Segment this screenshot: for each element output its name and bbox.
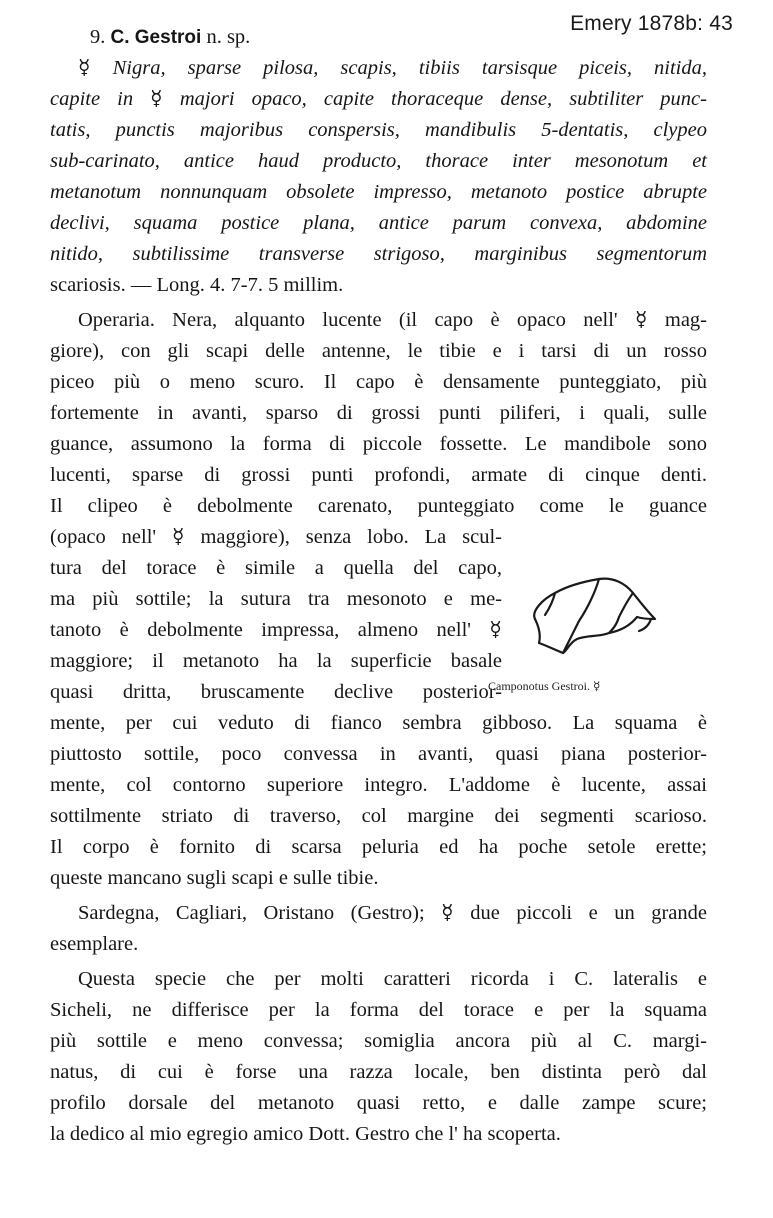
remarks-line: Sicheli, ne differisce per la forma del torace e per la squama	[50, 999, 707, 1021]
remarks-line: natus, di cui è forse una razza locale, ben distinta però dal	[50, 1061, 707, 1083]
latin-line: ☿ Nigra, sparse pilosa, scapis, tibiis tarsisque piceis, nitida,	[78, 57, 707, 79]
latin-line: sub-carinato, antice haud producto, thorace inter mesonotum et	[50, 150, 707, 172]
ant-thorax-profile-drawing-icon	[483, 553, 663, 673]
latin-line: metanotum nonnunquam obsolete impresso, metanoto postice abrupte	[50, 181, 707, 203]
operaria-line: Operaria. Nera, alquanto lucente (il capo è opaco nell' ☿ mag-	[78, 309, 707, 331]
operaria-line: Il corpo è fornito di scarsa peluria ed ha poche setole erette;	[50, 836, 707, 858]
citation-label: Emery 1878b: 43	[570, 12, 733, 35]
operaria-line: piceo più o meno scuro. Il capo è densamente punteggiato, più	[50, 371, 707, 393]
latin-line: nitido, subtilissime transverse strigoso, marginibus segmentorum	[50, 243, 707, 265]
operaria-line: queste mancano sugli scapi e sulle tibie.	[50, 867, 379, 889]
operaria-line: sottilmente striato di traverso, col margine dei segmenti scarioso.	[50, 805, 707, 827]
operaria-line: guance, assumono la forma di piccole fossette. Le mandibole sono	[50, 433, 707, 455]
operaria-line: quasi dritta, bruscamente declive posterior-	[50, 681, 502, 703]
operaria-line: giore), con gli scapi delle antenne, le tibie e i tarsi di un rosso	[50, 340, 707, 362]
operaria-line: fortemente in avanti, sparso di grossi punti piliferi, i quali, sulle	[50, 402, 707, 424]
latin-line: scariosis. — Long. 4. 7-7. 5 millim.	[50, 274, 344, 296]
operaria-line: tanoto è debolmente impressa, almeno nell' ☿	[50, 619, 502, 641]
species-suffix: n. sp.	[206, 26, 251, 48]
species-name: C. Gestroi	[110, 27, 202, 48]
remarks-line: profilo dorsale del metanoto quasi retto, e dalle zampe scure;	[50, 1092, 707, 1114]
locality-paragraph	[50, 898, 707, 960]
operaria-line: Il clipeo è debolmente carenato, punteggiato come le guance	[50, 495, 707, 517]
latin-line: tatis, punctis majoribus conspersis, mandibulis 5-dentatis, clypeo	[50, 119, 707, 141]
thorax-profile-figure	[483, 553, 663, 683]
latin-line: declivi, squama postice plana, antice parum convexa, abdomine	[50, 212, 707, 234]
operaria-line: tura del torace è simile a quella del capo,	[50, 557, 502, 579]
operaria-line: piuttosto sottile, poco convessa in avanti, quasi piana posterior-	[50, 743, 707, 765]
operaria-line: lucenti, sparse di grossi punti profondi, armate di cinque denti.	[50, 464, 707, 486]
locality-line: esemplare.	[50, 933, 139, 955]
species-number: 9.	[90, 26, 106, 48]
latin-line: capite in ☿ majori opaco, capite thoraceque dense, subtiliter punc-	[50, 88, 707, 110]
operaria-line: (opaco nell' ☿ maggiore), senza lobo. La scul-	[50, 526, 502, 548]
operaria-line: ma più sottile; la sutura tra mesonoto e me-	[50, 588, 502, 610]
remarks-line: più sottile e meno convessa; somiglia ancora più al C. margi-	[50, 1030, 707, 1052]
latin-description	[50, 53, 707, 301]
operaria-line: maggiore; il metanoto ha la superficie basale	[50, 650, 502, 672]
species-heading	[50, 22, 707, 53]
locality-line: Sardegna, Cagliari, Oristano (Gestro); ☿ due piccoli e un grande	[78, 902, 707, 924]
figure-caption: Camponotus Gestroi. ☿	[488, 679, 601, 693]
operaria-line: mente, col contorno superiore integro. L'addome è lucente, assai	[50, 774, 707, 796]
remarks-line: la dedico al mio egregio amico Dott. Gestro che l' ha scoperta.	[50, 1123, 561, 1145]
remarks-line: Questa specie che per molti caratteri ricorda i C. lateralis e	[78, 968, 707, 990]
operaria-line: mente, per cui veduto di fianco sembra gibboso. La squama è	[50, 712, 707, 734]
remarks-paragraph	[50, 964, 707, 1150]
